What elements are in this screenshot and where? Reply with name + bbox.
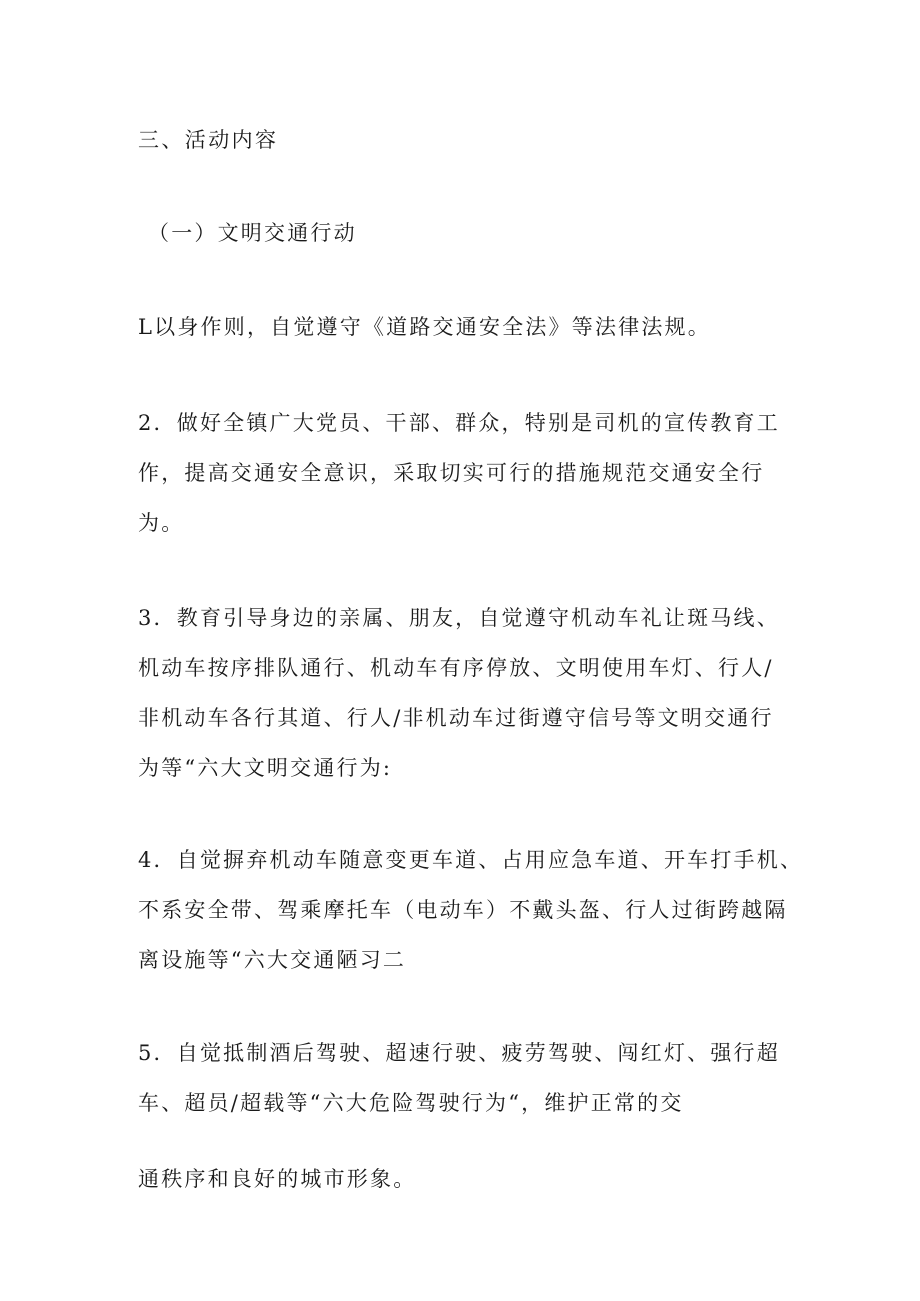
item-3-line-4: 为等“六大文明交通行为:	[138, 756, 393, 780]
item-1-line-1: L以身作则，自觉遵守《道路交通安全法》等法律法规。	[138, 315, 711, 339]
item-2-line-2: 作，提高交通安全意识，采取切实可行的措施规范交通安全行	[138, 461, 765, 485]
subsection-heading: （一）文明交通行动	[148, 221, 357, 245]
item-3-line-1: 3．教育引导身边的亲属、朋友，自觉遵守机动车礼让斑马线、	[138, 606, 780, 630]
item-4-line-1: 4．自觉摒弃机动车随意变更车道、占用应急车道、开车打手机、	[138, 848, 804, 872]
item-3-line-3: 非机动车各行其道、行人/非机动车过街遵守信号等文明交通行	[138, 706, 774, 730]
section-heading: 三、活动内容	[138, 128, 279, 152]
item-2-line-3: 为。	[138, 511, 185, 535]
item-4-line-2: 不系安全带、驾乘摩托车（电动车）不戴头盔、行人过街跨越隔	[138, 898, 788, 922]
item-5-line-2: 车、超员/超载等“六大危险驾驶行为“，维护正常的交	[138, 1091, 684, 1115]
item-2-line-1: 2．做好全镇广大党员、干部、群众，特别是司机的宣传教育工	[138, 411, 780, 435]
item-5-line-1: 5．自觉抵制酒后驾驶、超速行驶、疲劳驾驶、闯红灯、强行超	[138, 1041, 780, 1065]
item-5-line-3: 通秩序和良好的城市形象。	[138, 1167, 417, 1191]
item-3-line-2: 机动车按序排队通行、机动车有序停放、文明使用车灯、行人/	[138, 656, 774, 680]
item-4-line-3: 离设施等“六大交通陋习二	[138, 948, 407, 972]
